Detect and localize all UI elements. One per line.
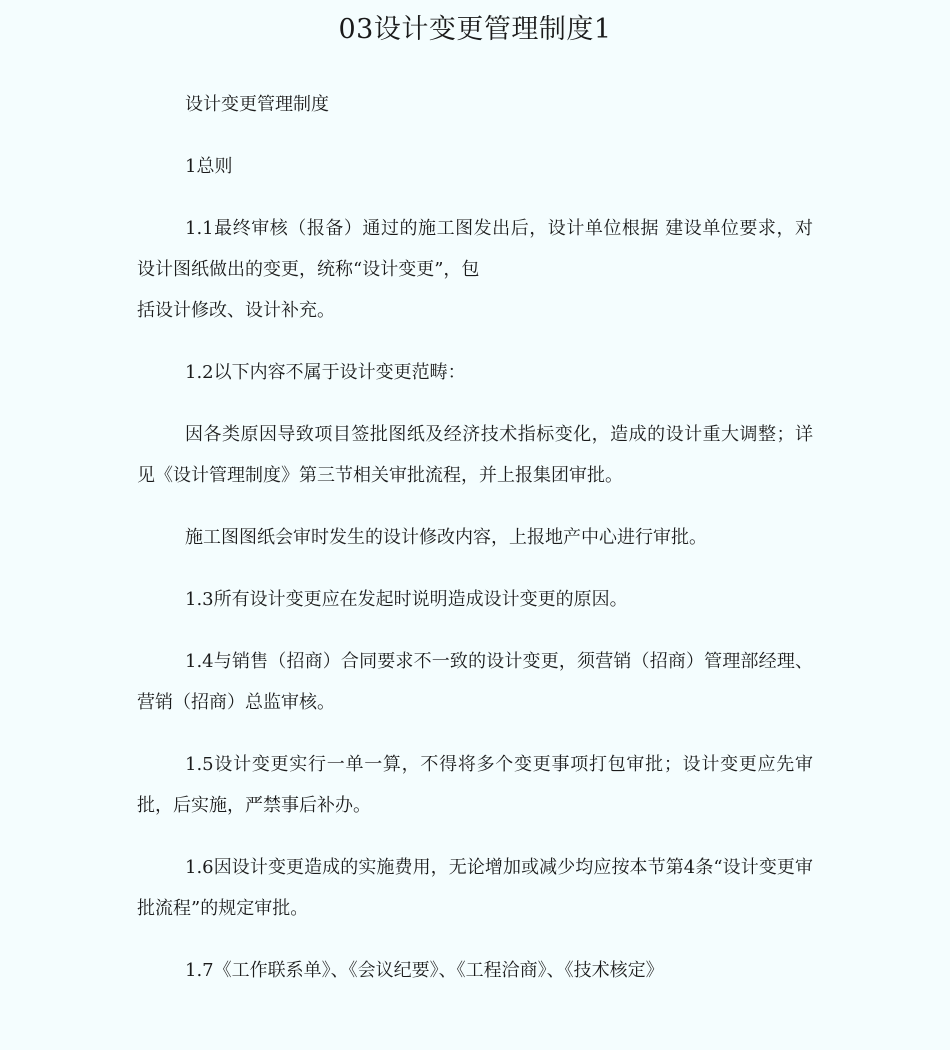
paragraph-heading: 设计变更管理制度: [185, 94, 329, 115]
document-title: 03设计变更管理制度1: [338, 14, 612, 45]
paragraph-1-4: 1.4与销售（招商）合同要求不一致的设计变更，须营销（招商）管理部经理、营销（招商）总监审核。: [137, 651, 813, 713]
paragraph-1-7: 1.7《工作联系单》、《会议纪要》、《工程洽商》、《技术核定》: [185, 960, 664, 981]
paragraph-1-5: 1.5设计变更实行一单一算，不得将多个变更事项打包审批；设计变更应先审批，后实施，严禁事后补办。: [137, 754, 813, 816]
paragraph-1-2-b: 施工图图纸会审时发生的设计修改内容，上报地产中心进行审批。: [185, 527, 707, 548]
document-body: [137, 84, 813, 1012]
paragraph-1-1-line-1: 1.1最终审核（报备）通过的施工图发出后，设计单位根据 建设单位要求，对设计图纸做出的变更，统称“设计变更”，包: [137, 218, 813, 280]
paragraph-1-2-a: 因各类原因导致项目签批图纸及经济技术指标变化，造成的设计重大调整；详见《设计管理制度》第三节相关审批流程，并上报集团审批。: [137, 424, 813, 486]
paragraph-1-6: 1.6因设计变更造成的实施费用，无论增加或减少均应按本节第4条“设计变更审批流程”的规定审批。: [137, 857, 813, 919]
paragraph-1-2: 1.2以下内容不属于设计变更范畴：: [185, 362, 466, 383]
paragraph-1-1: [137, 208, 813, 331]
paragraph-1-1-line-2: 括设计修改、设计补充。: [137, 300, 335, 321]
paragraph-section-1: 1总则: [185, 156, 233, 177]
paragraph-1-3: 1.3所有设计变更应在发起时说明造成设计变更的原因。: [185, 589, 628, 610]
